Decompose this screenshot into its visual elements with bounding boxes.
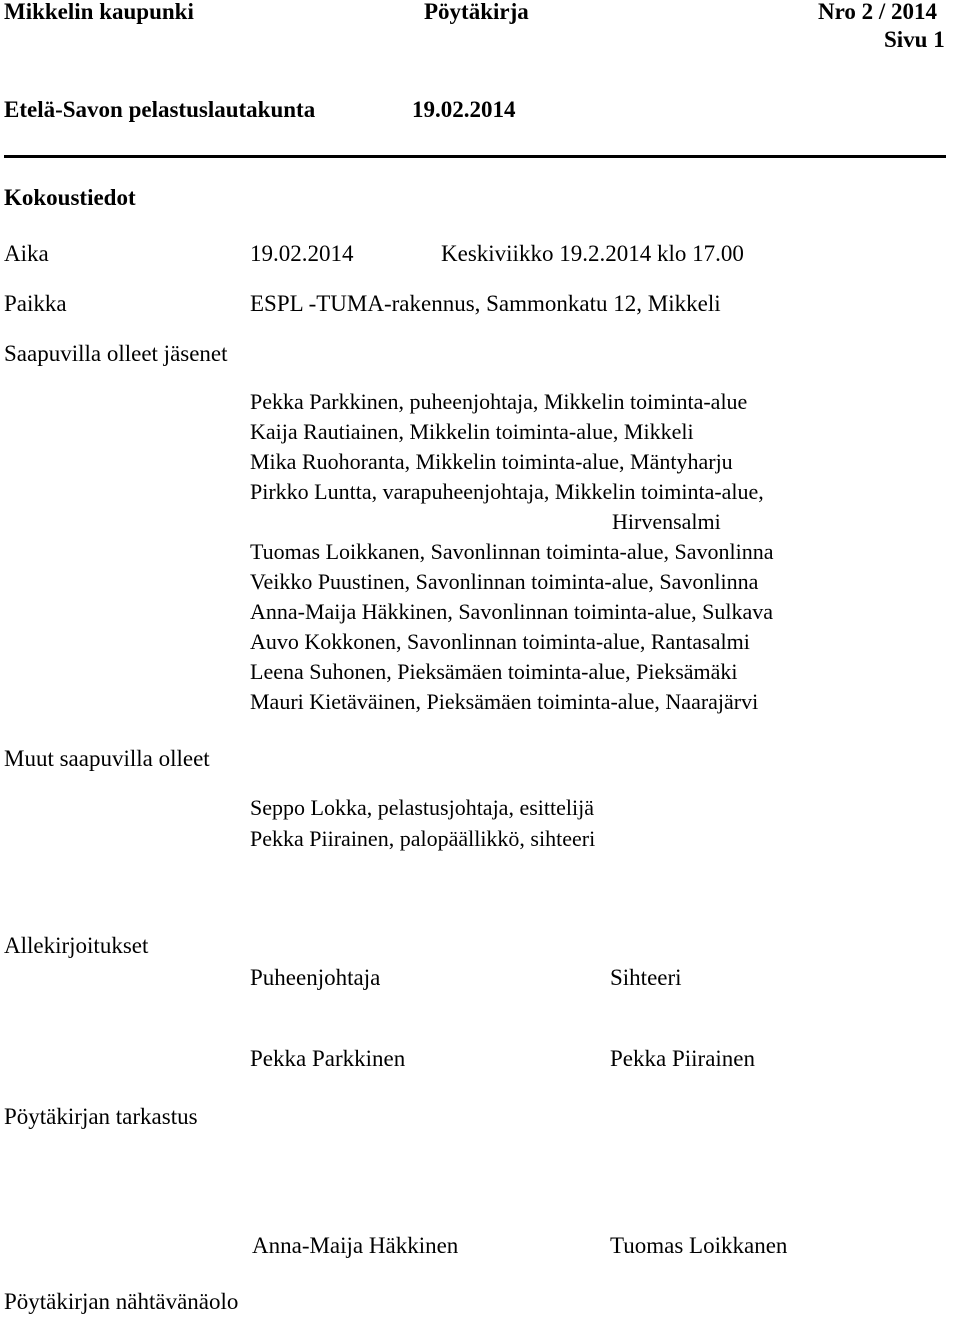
members-list [250,387,773,717]
reviewer-2: Tuomas Loikkanen [610,1233,788,1258]
time-detail: Keskiviikko 19.2.2014 klo 17.00 [441,241,744,266]
section-title: Kokoustiedot [4,185,136,210]
member-line: Hirvensalmi [612,509,721,534]
chair-name: Pekka Parkkinen [250,1046,406,1071]
time-date: 19.02.2014 [250,241,354,266]
member-line: Pirkko Luntta, varapuheenjohtaja, Mikkelin toiminta-alue, [250,479,764,504]
member-line: Leena Suhonen, Pieksämäen toiminta-alue, Pieksämäki [250,659,738,684]
review-label: Pöytäkirjan tarkastus [4,1104,198,1129]
member-line: Auvo Kokkonen, Savonlinnan toiminta-alue, Rantasalmi [250,629,750,654]
chair-title: Puheenjohtaja [250,965,381,990]
other-line: Seppo Lokka, pelastusjohtaja, esittelijä [250,795,594,820]
member-line: Mika Ruohoranta, Mikkelin toiminta-alue, Mäntyharju [250,449,733,474]
member-line: Anna-Maija Häkkinen, Savonlinnan toiminta-alue, Sulkava [250,599,773,624]
member-line: Mauri Kietäväinen, Pieksämäen toiminta-alue, Naarajärvi [250,689,759,714]
document-number: Nro 2 / 2014 [818,0,938,24]
time-label: Aika [4,241,49,266]
place-value: ESPL -TUMA-rakennus, Sammonkatu 12, Mikkeli [250,291,721,316]
meeting-date: 19.02.2014 [412,97,516,122]
others-list [250,792,595,854]
member-line: Kaija Rautiainen, Mikkelin toiminta-alue, Mikkeli [250,419,694,444]
city-name: Mikkelin kaupunki [4,0,194,24]
member-line: Tuomas Loikkanen, Savonlinnan toiminta-alue, Savonlinna [250,539,774,564]
display-label: Pöytäkirjan nähtävänäolo [4,1289,239,1314]
member-line: Veikko Puustinen, Savonlinnan toiminta-alue, Savonlinna [250,569,759,594]
header-divider [4,155,946,158]
others-label: Muut saapuvilla olleet [4,746,210,771]
member-line: Pekka Parkkinen, puheenjohtaja, Mikkelin toiminta-alue [250,389,748,414]
secretary-title: Sihteeri [610,965,682,990]
document-type: Pöytäkirja [424,0,529,24]
reviewer-1: Anna-Maija Häkkinen [252,1233,459,1258]
board-name: Etelä-Savon pelastuslautakunta [4,97,316,122]
secretary-name: Pekka Piirainen [610,1046,755,1071]
other-line: Pekka Piirainen, palopäällikkö, sihteeri [250,826,596,851]
members-label: Saapuvilla olleet jäsenet [4,341,228,366]
page-number: Sivu 1 [884,27,945,52]
place-label: Paikka [4,291,67,316]
signatures-label: Allekirjoitukset [4,933,149,958]
